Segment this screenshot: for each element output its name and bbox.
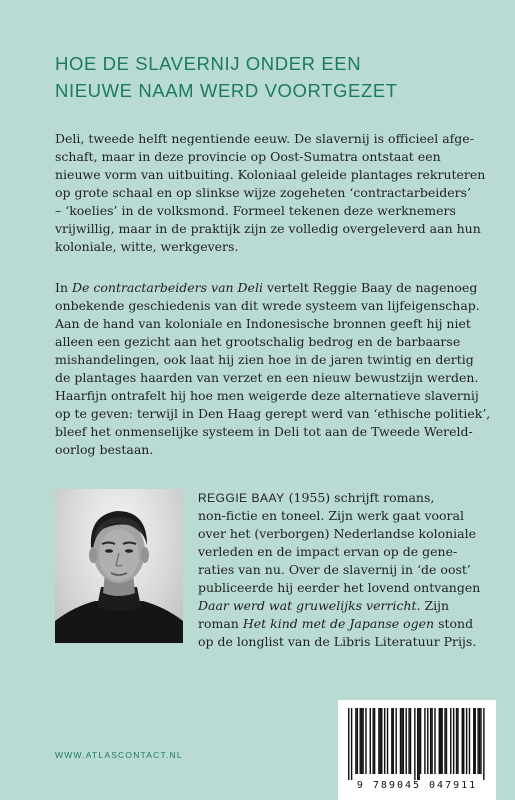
isbn-barcode	[338, 700, 496, 800]
barcode-bar	[473, 708, 474, 774]
barcode-bar	[408, 708, 409, 774]
barcode-bar	[381, 708, 382, 774]
summary-line: bleef het onmenselijke systeem in Deli tot aan de Tweede Wereld-	[55, 424, 473, 439]
book-title: De contractarbeiders van Deli	[71, 280, 263, 295]
barcode-bar	[370, 708, 371, 774]
barcode-bar	[477, 708, 478, 774]
barcode-bar	[483, 708, 484, 780]
barcode-bar	[406, 708, 407, 774]
barcode-bar	[410, 708, 411, 774]
bio-text: stond	[434, 616, 474, 631]
barcode-bar	[400, 708, 401, 774]
bio-text: roman	[198, 616, 243, 631]
bio-text: Zijn	[420, 598, 450, 613]
intro-line: Deli, tweede helft negentiende eeuw. De slavernij is officieel afge-	[55, 131, 474, 146]
bio-text: (1955) schrijft romans,	[284, 490, 435, 505]
barcode-bar	[440, 708, 441, 774]
barcode-bar	[439, 708, 440, 774]
author-name: REGGIE BAAY	[198, 491, 285, 505]
barcode-bar	[374, 708, 375, 774]
barcode-bar	[424, 708, 425, 774]
barcode-bar	[463, 708, 464, 774]
intro-line: schaft, maar in deze provincie op Oost-Sumatra ontstaat een	[55, 149, 441, 164]
barcode-bar	[450, 708, 451, 774]
summary-line: oorlog bestaan.	[55, 442, 154, 457]
barcode-bar	[372, 708, 373, 774]
barcode-bars	[348, 708, 486, 780]
barcode-bar	[469, 708, 470, 774]
book-title: Daar werd wat gruwelijks verricht.	[198, 598, 421, 613]
intro-line: koloniale, witte, werkgevers.	[55, 239, 239, 254]
headline-line-1: HOE DE SLAVERNIJ ONDER EEN	[55, 53, 362, 74]
summary-suffix: vertelt Reggie Baay de nagenoeg	[262, 280, 478, 295]
headline	[55, 50, 495, 104]
barcode-bar	[420, 708, 421, 774]
summary-line: alleen een gezicht aan het grootschalig bedrog en de barbaarse	[55, 334, 461, 349]
intro-line: vrijwillig, maar in de praktijk zijn ze volledig overgeleverd aan hun	[55, 221, 481, 236]
intro-line: – ‘koelies’ in de volksmond. Formeel tekenen deze werknemers	[55, 203, 456, 218]
summary-line: mishandelingen, ook laat hij zien hoe in de jaren twintig en dertig	[55, 352, 474, 367]
barcode-bar	[479, 708, 480, 774]
barcode-bar	[475, 708, 476, 774]
bio-line	[198, 615, 498, 633]
barcode-bar	[401, 708, 402, 774]
barcode-bar	[348, 708, 349, 780]
barcode-bar	[434, 708, 435, 774]
bio-line	[198, 489, 498, 507]
intro-paragraph	[55, 130, 485, 256]
summary-prefix: In	[55, 280, 72, 295]
author-portrait-illustration	[55, 489, 183, 643]
barcode-bar	[365, 708, 366, 774]
barcode-bar	[351, 708, 352, 780]
summary-line: de plantages haarden van verzet en een nieuw bewustzijn werden.	[55, 370, 479, 385]
barcode-bar	[456, 708, 457, 774]
bio-line	[198, 597, 498, 615]
barcode-bar	[391, 708, 392, 774]
barcode-bar	[357, 708, 358, 774]
summary-line: Aan de hand van koloniale en Indonesische bronnen geeft hij niet	[55, 316, 471, 331]
barcode-bar	[444, 708, 445, 774]
barcode-bar	[430, 708, 431, 774]
barcode-bar	[480, 708, 481, 774]
intro-line: nieuwe vorm van uitbuiting. Koloniaal geleide plantages rekruteren	[55, 167, 486, 182]
barcode-bar	[355, 708, 356, 774]
barcode-bar	[457, 708, 458, 774]
intro-line: op grote schaal en op slinkse wijze zogeheten ‘contractarbeiders’	[55, 185, 472, 200]
barcode-bar	[446, 708, 447, 774]
author-bio	[198, 489, 498, 651]
barcode-bar	[462, 708, 463, 774]
bio-line: non-fictie en toneel. Zijn werk gaat vooral	[198, 508, 464, 523]
barcode-bar	[431, 708, 432, 774]
barcode-bar	[395, 708, 396, 774]
summary-line: Haarfijn ontrafelt hij hoe men weigerde deze alternatieve slavernij	[55, 388, 479, 403]
author-photo	[55, 489, 183, 643]
barcode-bar	[427, 708, 428, 774]
barcode-bar	[414, 708, 415, 780]
barcode-bar	[466, 708, 467, 774]
book-title: Het kind met de Japanse ogen	[242, 616, 435, 631]
barcode-bar	[393, 708, 394, 774]
bio-line: raties van nu. Over de slavernij in ‘de oost’	[198, 562, 471, 577]
barcode-bar	[378, 708, 379, 774]
barcode-bar	[362, 708, 363, 774]
headline-line-2: NIEUWE NAAM WERD VOORTGEZET	[55, 80, 398, 101]
barcode-bar	[403, 708, 404, 774]
bio-line: over het (verborgen) Nederlandse koloniale	[198, 526, 477, 541]
summary-line: onbekende geschiedenis van dit wrede systeem van lijfeigenschap.	[55, 298, 480, 313]
barcode-bar	[417, 708, 418, 780]
isbn-number: 9 789045 047911	[356, 780, 478, 791]
barcode-bar	[387, 708, 388, 774]
barcode-bar	[453, 708, 454, 774]
summary-paragraph	[55, 279, 491, 459]
barcode-bar	[380, 708, 381, 774]
bio-line: publiceerde hij eerder het lovend ontvangen	[198, 580, 481, 595]
summary-first-line	[55, 279, 485, 297]
bio-line: verleden en de impact ervan op de gene-	[198, 544, 458, 559]
barcode-bar	[441, 708, 442, 774]
barcode-bar	[418, 708, 419, 780]
bio-line: op de longlist van de Libris Literatuur Prijs.	[198, 634, 477, 649]
publisher-website[interactable]: WWW.ATLASCONTACT.NL	[55, 750, 183, 760]
barcode-bar	[360, 708, 361, 774]
barcode-bar	[361, 708, 362, 774]
barcode-bar	[384, 708, 385, 774]
summary-line: op te geven: terwijl in Den Haag gerept werd van ‘ethische politiek’,	[55, 406, 491, 421]
